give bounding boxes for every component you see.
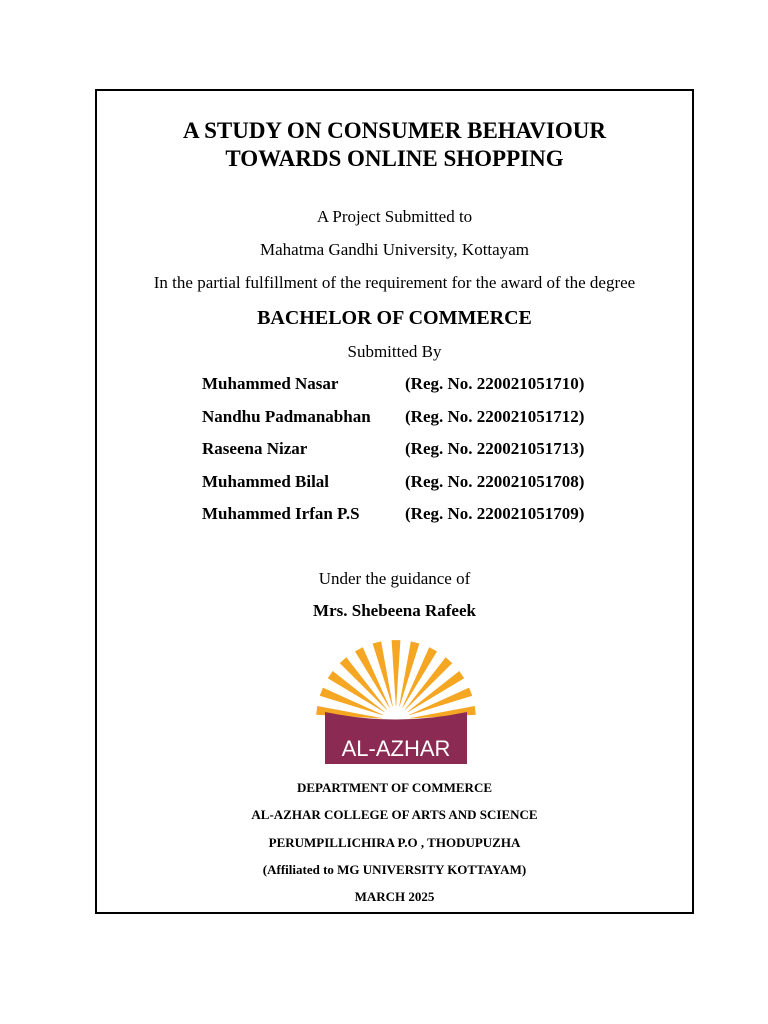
student-reg-no: (Reg. No. 220021051710) [405,374,585,393]
submission-date: MARCH 2025 [354,889,435,904]
student-reg-no: (Reg. No. 220021051713) [405,439,585,458]
title-line-2: TOWARDS ONLINE SHOPPING [225,146,564,171]
university-name: Mahatma Gandhi University, Kottayam [260,240,529,259]
student-row [202,374,642,407]
al-azhar-logo-icon [273,632,519,767]
submitted-to: A Project Submitted to [316,207,473,226]
student-row [202,407,642,440]
logo-text: AL-AZHAR [341,736,451,761]
student-row [202,472,642,505]
student-reg-no: (Reg. No. 220021051708) [405,471,585,491]
submitted-by-label: Submitted By [347,342,442,361]
degree-name: BACHELOR OF COMMERCE [257,307,532,329]
affiliation: (Affiliated to MG UNIVERSITY KOTTAYAM) [262,862,527,877]
sunburst-rays [316,640,476,718]
guide-name: Mrs. Shebeena Rafeek [313,601,476,620]
student-name: Muhammed Bilal [202,471,330,491]
student-name: Raseena Nizar [202,439,308,458]
college-logo [273,632,519,767]
student-row [202,439,642,472]
student-list [202,374,642,537]
guidance-label: Under the guidance of [318,569,471,588]
student-name: Muhammed Nasar [202,374,339,393]
student-name: Muhammed Irfan P.S [202,504,360,523]
college-name: AL-AZHAR COLLEGE OF ARTS AND SCIENCE [251,807,538,822]
fulfillment-text: In the partial fulfillment of the requirement for the award of the degree [153,273,636,292]
student-reg-no: (Reg. No. 220021051709) [405,504,585,523]
title-line-1: A STUDY ON CONSUMER BEHAVIOUR [182,118,606,143]
sun-ray [392,640,401,706]
department-name: DEPARTMENT OF COMMERCE [296,780,493,795]
student-reg-no: (Reg. No. 220021051712) [405,406,585,426]
college-address: PERUMPILLICHIRA P.O , THODUPUZHA [268,835,521,850]
project-title [95,117,694,173]
student-row [202,504,642,537]
student-name: Nandhu Padmanabhan [202,406,371,426]
